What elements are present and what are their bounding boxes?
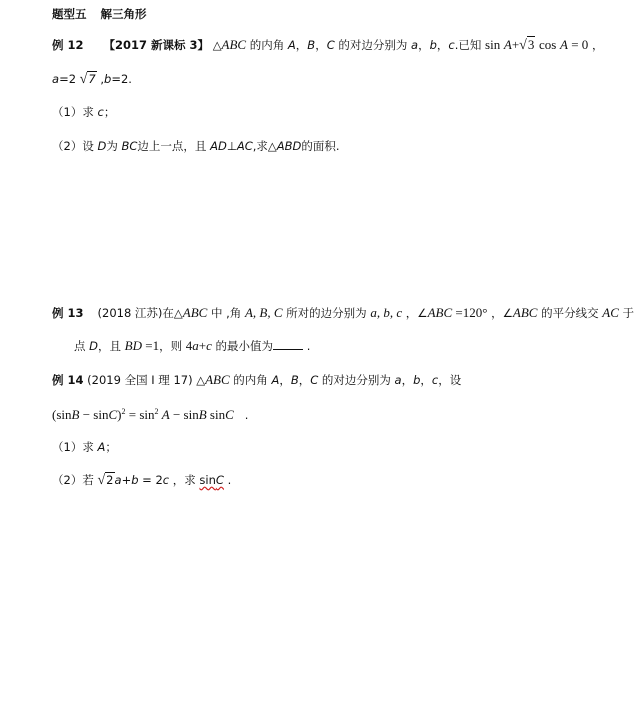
- example-14-question-1: （1）求 A；: [52, 440, 117, 454]
- example-14-equation: $(\sin B - \sin C)^2 = \sin^2 A - \sin B$ sinC .: [52, 407, 249, 422]
- example-12-source: 【2017 新课标 3】: [103, 38, 210, 52]
- example-14-label: 例 14: [52, 373, 84, 387]
- section-title: [52, 6, 147, 22]
- sqrt-7: √7: [79, 72, 96, 87]
- example-12-given: a=2 √7 ,b=2.: [52, 72, 132, 87]
- example-12-stem: [52, 37, 603, 54]
- example-12-question-2: （2）设 D为 BC边上一点，且 AD⊥AC,求△ABD的面积.: [52, 139, 340, 153]
- example-13-label: 例 13: [52, 306, 84, 320]
- section-name: 解三角形: [100, 7, 147, 21]
- example-13-stem: 例 13 (2018 江苏)在△ABC 中 ,角 A, B, C 所对的边分别为 a, b, c ，∠ABC =120° ，∠ABC 的平分线交 AC 于: [52, 305, 634, 320]
- sqrt-2: √2: [97, 473, 114, 488]
- example-12-question-1: （1）求 c；: [52, 105, 116, 119]
- answer-blank[interactable]: [273, 338, 303, 350]
- example-14-source: (2019 全国 I 理 17): [87, 373, 193, 387]
- section-type: 题型五: [52, 7, 87, 21]
- example-14-question-2: （2）若 √2a+b = 2c ，求 sinC .: [52, 473, 232, 488]
- example-12-label: 例 12: [52, 38, 84, 52]
- example-13-line-2: 点 D，且 BD =1，则 4a+c 的最小值为 .: [74, 338, 311, 353]
- example-12-text: △ABC 的内角 A，B，C 的对边分别为 a，b，c.已知 sin A+√3 cos A = 0 ，: [212, 37, 604, 53]
- example-14-stem: 例 14 (2019 全国 I 理 17) △ABC 的内角 A，B，C 的对边分别为 a，b，c，设: [52, 372, 462, 387]
- example-13-source: (2018 江苏): [97, 306, 163, 320]
- spellcheck-underline: sinC: [199, 473, 224, 487]
